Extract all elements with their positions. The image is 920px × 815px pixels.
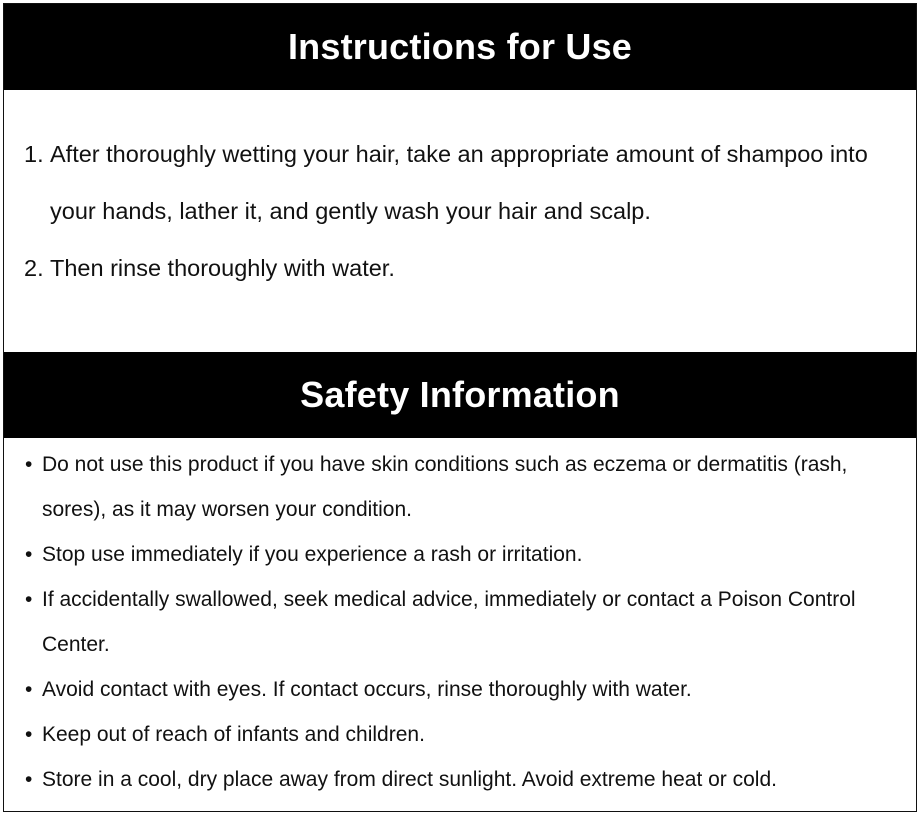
safety-title: Safety Information: [300, 374, 620, 415]
instruction-step: [24, 126, 896, 240]
step-text: After thoroughly wetting your hair, take an appropriate amount of shampoo into your hands, lather it, and gently wash your hair and scalp.: [50, 141, 868, 224]
safety-item: [24, 442, 896, 532]
safety-item-text: Store in a cool, dry place away from direct sunlight. Avoid extreme heat or cold.: [42, 768, 777, 791]
safety-item: [24, 757, 896, 802]
step-number: 2.: [24, 255, 44, 281]
safety-item: [24, 667, 896, 712]
safety-item-text: Stop use immediately if you experience a rash or irritation.: [42, 543, 583, 566]
label-panel: [3, 3, 917, 812]
bullet-icon: •: [25, 678, 33, 701]
safety-header: [4, 352, 916, 438]
safety-item: [24, 712, 896, 757]
step-text: Then rinse thoroughly with water.: [50, 255, 395, 281]
instruction-step: [24, 240, 896, 297]
instructions-list: [4, 90, 916, 352]
safety-item-text: If accidentally swallowed, seek medical advice, immediately or contact a Poison Control Center.: [42, 588, 856, 656]
safety-item: [24, 577, 896, 667]
instructions-header: [4, 4, 916, 90]
safety-item-text: Avoid contact with eyes. If contact occurs, rinse thoroughly with water.: [42, 678, 692, 701]
safety-list: [4, 438, 916, 802]
bullet-icon: •: [25, 543, 33, 566]
bullet-icon: •: [25, 453, 33, 476]
instructions-title: Instructions for Use: [287, 26, 633, 67]
safety-item-text: Keep out of reach of infants and children.: [42, 723, 425, 746]
bullet-icon: •: [25, 768, 33, 791]
safety-item: [24, 532, 896, 577]
bullet-icon: •: [25, 723, 33, 746]
safety-item-text: Do not use this product if you have skin conditions such as eczema or dermatitis (rash, sores), as it may worsen your condition.: [42, 453, 848, 521]
step-number: 1.: [24, 141, 44, 167]
bullet-icon: •: [25, 588, 33, 611]
